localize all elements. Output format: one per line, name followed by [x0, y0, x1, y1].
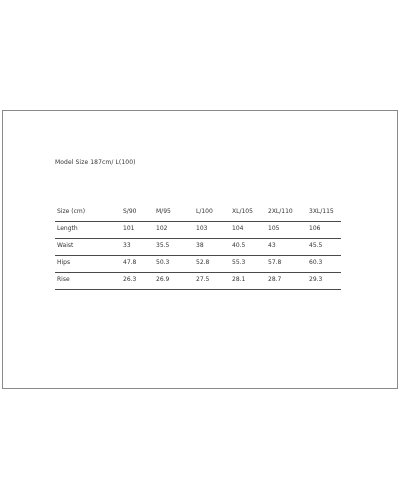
table-row-hips	[55, 256, 341, 273]
table-cell: 105	[268, 225, 280, 232]
table-cell: 38	[196, 242, 204, 249]
table-cell: 26.9	[156, 276, 170, 283]
table-cell: 50.3	[156, 259, 170, 266]
table-cell: 28.7	[268, 276, 282, 283]
table-cell: 106	[309, 225, 321, 232]
table-cell: 40.5	[232, 242, 246, 249]
table-cell: 104	[232, 225, 244, 232]
size-table	[55, 205, 341, 290]
table-cell: 57.8	[268, 259, 282, 266]
table-cell: 60.3	[309, 259, 323, 266]
header-cell-2xl: 2XL/110	[268, 208, 293, 215]
table-cell: 52.8	[196, 259, 210, 266]
header-cell-s: S/90	[123, 208, 137, 215]
table-cell: 47.8	[123, 259, 137, 266]
table-cell: 45.5	[309, 242, 323, 249]
table-cell: 35.5	[156, 242, 170, 249]
table-row-length	[55, 222, 341, 239]
row-label: Hips	[57, 259, 71, 266]
table-header-row	[55, 205, 341, 222]
table-cell: 55.3	[232, 259, 246, 266]
table-cell: 102	[156, 225, 168, 232]
row-label: Rise	[57, 276, 70, 283]
header-cell-l: L/100	[196, 208, 213, 215]
row-label: Waist	[57, 242, 74, 249]
header-cell-m: M/95	[156, 208, 171, 215]
table-row-rise	[55, 273, 341, 290]
table-cell: 103	[196, 225, 208, 232]
header-cell-size: Size (cm)	[57, 208, 86, 215]
table-row-waist	[55, 239, 341, 256]
header-cell-xl: XL/105	[232, 208, 253, 215]
row-label: Length	[57, 225, 78, 232]
table-cell: 33	[123, 242, 131, 249]
table-cell: 43	[268, 242, 276, 249]
table-cell: 29.3	[309, 276, 323, 283]
table-cell: 26.3	[123, 276, 137, 283]
table-cell: 27.5	[196, 276, 210, 283]
table-cell: 28.1	[232, 276, 246, 283]
size-chart-frame	[2, 110, 398, 389]
table-cell: 101	[123, 225, 135, 232]
header-cell-3xl: 3XL/115	[309, 208, 334, 215]
model-size-note: Model Size 187cm/ L(100)	[55, 159, 136, 166]
